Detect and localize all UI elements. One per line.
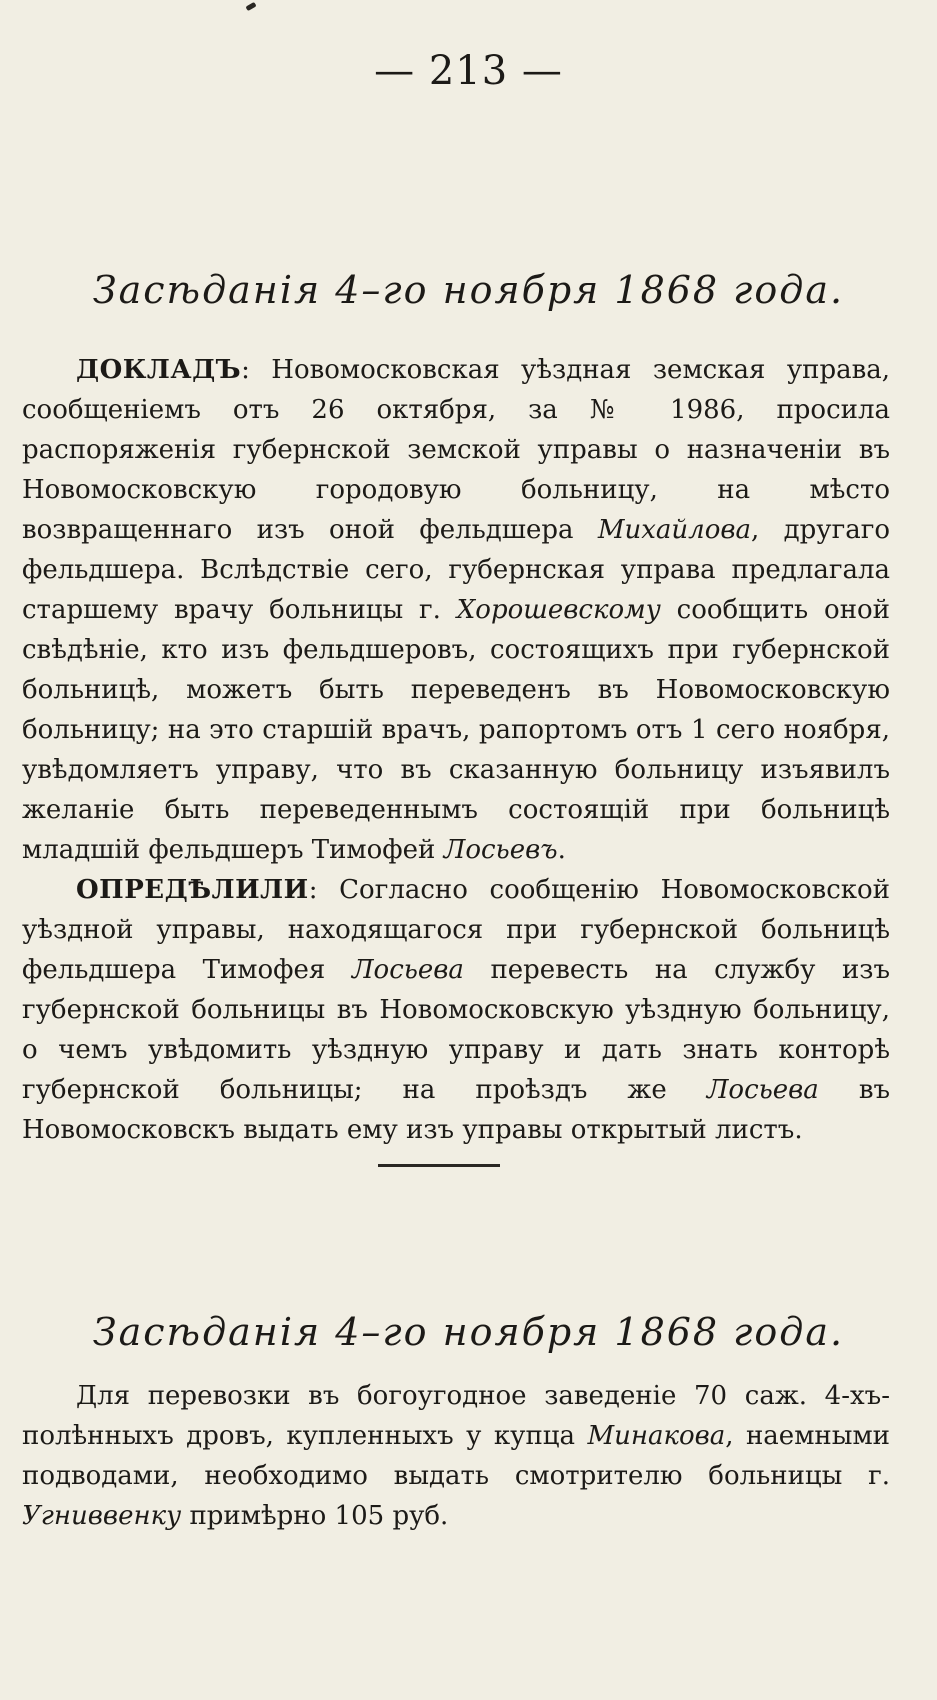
section-heading-2: Засѣданія 4–го ноября 1868 года. (92, 1310, 845, 1354)
report-text: сообщить оной свѣдѣніе, кто изъ фельдшеровъ, состоящихъ при губернской больницѣ, можетъ быть переведенъ въ Новомосковскую больницу; на это старшій врачъ, рапортомъ отъ 1 сего ноября, увѣдомляетъ управу, что въ сказанную больницу изъявилъ желаніе быть переведеннымъ состоящій при больницѣ младшій фельдшеръ Тимофей (22, 595, 891, 865)
ink-mark (245, 2, 256, 11)
person-name: Лосьевъ (443, 835, 558, 865)
section-body-2 (22, 1376, 890, 1536)
report-label: ДОКЛАДЪ (76, 355, 242, 385)
person-name: Минакова (587, 1421, 726, 1451)
paragraph-text: примѣрно 105 руб. (181, 1501, 449, 1531)
person-name: Угниввенку (22, 1501, 182, 1531)
report-text: , другаго фельдшера. Вслѣдствіе сего, губернская управа предлагала старшему врачу больницы г. (22, 515, 890, 625)
person-name: Михайлова (597, 515, 751, 545)
report-text: : Новомосковская уѣздная земская управа, сообщеніемъ отъ 26 октября, за № 1986, просила распоряженія губернской земской управы о назначеніи въ Новомосковскую городовую больницу, на мѣсто возвращеннаго изъ оной фельдшера (22, 355, 890, 545)
person-name: Хорошевскому (456, 595, 661, 625)
section-heading: Засѣданія 4–го ноября 1868 года. (92, 268, 845, 312)
page-number: — 213 — (374, 48, 563, 94)
section-divider (378, 1164, 500, 1167)
person-name: Лосьева (351, 955, 464, 985)
report-paragraph (22, 350, 890, 870)
decision-text: перевесть на службу изъ губернской больницы въ Новомосковскую уѣздную больницу, о чемъ увѣдомить уѣздную управу и дать знать конторѣ губернской больницы; на проѣздъ же (22, 955, 890, 1105)
section-body (22, 350, 890, 1150)
person-name: Лосьева (706, 1075, 819, 1105)
paragraph-text: , наемными подводами, необходимо выдать смотрителю больницы г. (22, 1421, 890, 1491)
decision-text: въ Новомосковскъ выдать ему изъ управы открытый листъ. (22, 1075, 890, 1145)
firewood-paragraph (22, 1376, 890, 1536)
decision-paragraph (22, 870, 890, 1150)
decision-text: : Согласно сообщенію Новомосковской уѣздной управы, находящагося при губернской больницѣ фельдшера Тимофея (22, 875, 890, 985)
paragraph-text: Для перевозки въ богоугодное заведеніе 70 саж. 4-хъ-полѣнныхъ дровъ, купленныхъ у купца (22, 1381, 890, 1451)
report-text: . (557, 835, 566, 865)
decision-label: ОПРЕДѢЛИЛИ (76, 875, 309, 905)
